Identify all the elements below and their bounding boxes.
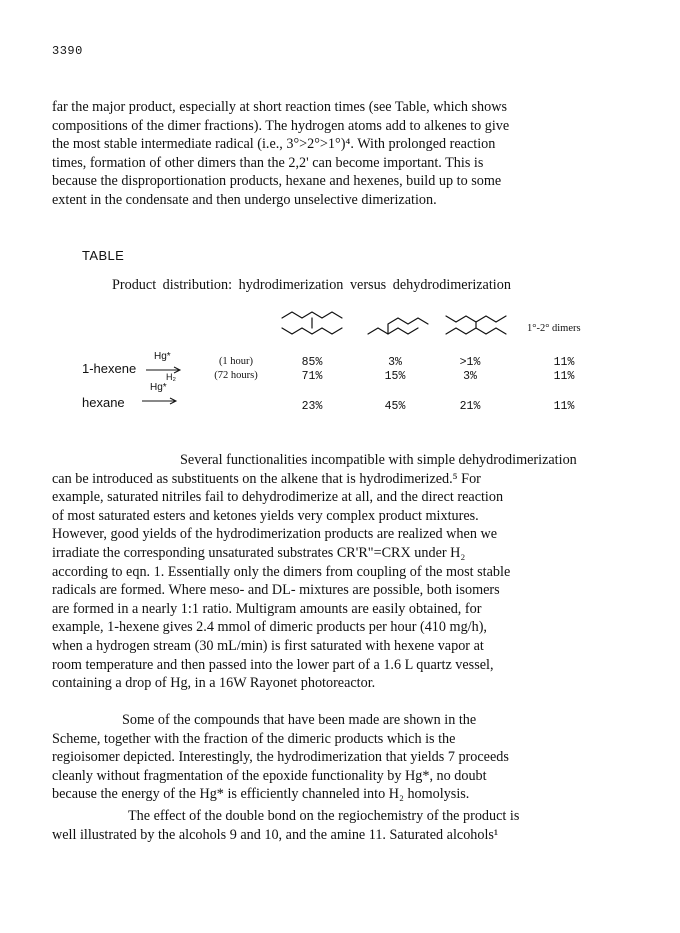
column-header-dimers: 1°-2° dimers <box>527 323 581 334</box>
arrow-icon <box>142 396 178 406</box>
text-line: well illustrated by the alcohols 9 and 10, and the amine 11. Saturated alcohols¹ <box>52 826 499 843</box>
text-line: example, saturated nitriles fail to dehydrodimerize at all, and the direct reaction <box>52 489 504 506</box>
paragraph-2 <box>52 451 627 693</box>
table-label: TABLE <box>82 248 125 263</box>
table-cell: 11% <box>553 356 575 369</box>
arrow-icon <box>146 365 182 375</box>
dimer-structures <box>280 304 520 348</box>
text-line: because the energy of the Hg* is efficiently channeled into H₂ homolysis. <box>52 786 470 803</box>
arrow-reagent-bottom: H₂ <box>166 372 176 382</box>
table-cell: 23% <box>301 400 323 413</box>
reaction-arrow <box>142 382 178 403</box>
text-line: when a hydrogen stream (30 mL/min) is first saturated with hexene vapor at <box>52 637 484 654</box>
substrate-1-hexene: 1-hexene <box>82 361 137 376</box>
text-line: containing a drop of Hg, in a 16W Rayonet photoreactor. <box>52 675 376 692</box>
page-number: 3390 <box>52 44 83 58</box>
arrow-reagent-top: Hg* <box>150 382 167 393</box>
table-cell: >1% <box>459 356 481 369</box>
arrow-reagent-top: Hg* <box>154 351 171 362</box>
condition-1h: (1 hour) <box>218 356 254 367</box>
substrate-hexane: hexane <box>82 395 125 410</box>
table-cell: 85% <box>301 356 323 369</box>
reaction-arrow <box>146 351 182 382</box>
text-line: cleanly without fragmentation of the epoxide functionality by Hg*, no doubt <box>52 767 487 784</box>
table-cell: 45% <box>384 400 406 413</box>
text-line: far the major product, especially at short reaction times (see Table, which shows <box>52 99 507 115</box>
table-caption: Product distribution: hydrodimerization versus dehydrodimerization <box>112 277 511 293</box>
text-line: irradiate the corresponding unsaturated substrates CR'R"=CRX under H₂ <box>52 544 466 561</box>
structure-3-3-dimer <box>446 316 506 334</box>
table-cell: 3% <box>388 356 402 369</box>
table-cell: 15% <box>384 370 406 383</box>
table-cell: 71% <box>301 370 323 383</box>
text-line: example, 1-hexene gives 2.4 mmol of dimeric products per hour (410 mg/h), <box>52 619 487 636</box>
text-line: radicals are formed. Where meso- and DL- mixtures are possible, both isomers <box>52 582 500 599</box>
text-line: according to eqn. 1. Essentially only the dimers from coupling of the most stable <box>52 563 511 580</box>
condition-72h: (72 hours) <box>214 370 258 381</box>
text-line: the most stable intermediate radical (i.e., 3°>2°>1°)⁴. With prolonged reaction <box>52 136 496 153</box>
text-line: because the disproportionation products, hexane and hexenes, build up to some <box>52 173 502 190</box>
text-line: are formed in a nearly 1:1 ratio. Multigram amounts are easily obtained, for <box>52 600 482 617</box>
paragraph-1 <box>52 98 627 210</box>
text-line: Some of the compounds that have been made are shown in the <box>122 712 477 728</box>
text-line: room temperature and then passed into the lower part of a 1.6 L quartz vessel, <box>52 656 494 673</box>
paragraph-3 <box>52 711 627 804</box>
text-line: Scheme, together with the fraction of the dimeric products which is the <box>52 730 456 747</box>
text-line: However, good yields of the hydrodimerization products are realized when we <box>52 526 498 543</box>
text-line: can be introduced as substituents on the alkene that is hydrodimerized.⁵ For <box>52 470 481 487</box>
text-line: Several functionalities incompatible with simple dehydrodimerization <box>180 452 577 468</box>
text-line: regioisomer depicted. Interestingly, the hydrodimerization that yields 7 proceeds <box>52 749 509 766</box>
structure-2-2-dimer <box>282 312 342 334</box>
table-cell: 3% <box>463 370 477 383</box>
table-cell: 21% <box>459 400 481 413</box>
text-line: of most saturated esters and ketones yields very complex product mixtures. <box>52 507 479 524</box>
table-cell: 11% <box>553 370 575 383</box>
text-line: times, formation of other dimers than the 2,2' can become important. This is <box>52 154 484 171</box>
structure-1-2-dimer <box>368 318 428 334</box>
table-cell: 11% <box>553 400 575 413</box>
text-line: compositions of the dimer fractions). The hydrogen atoms add to alkenes to give <box>52 117 510 134</box>
text-line: extent in the condensate and then undergo unselective dimerization. <box>52 191 437 208</box>
text-line: The effect of the double bond on the regiochemistry of the product is <box>128 808 520 824</box>
paragraph-4 <box>52 807 627 844</box>
